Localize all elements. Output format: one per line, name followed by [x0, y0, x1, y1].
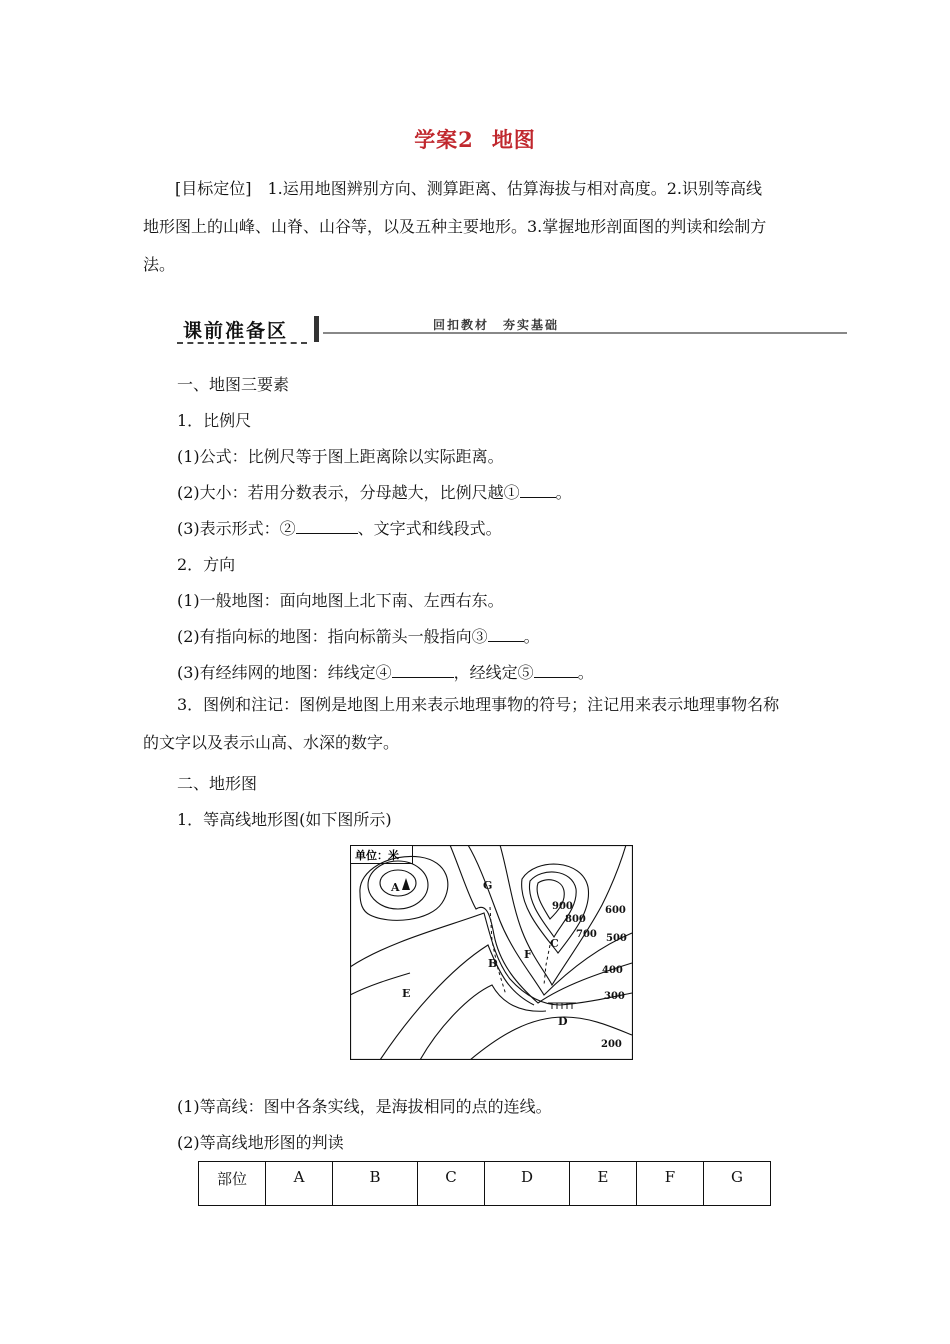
blank-2[interactable] [296, 518, 358, 534]
direction-grid [177, 660, 594, 683]
label-f: F [524, 948, 532, 961]
scale-heading: 1．比例尺 [177, 411, 252, 430]
table-row [199, 1162, 771, 1206]
blank-4[interactable] [392, 662, 454, 678]
scale-size-text: (2)大小：若用分数表示，分母越大，比例尺越① [177, 483, 520, 502]
scale-formula: (1)公式：比例尺等于图上距离除以实际距离。 [177, 447, 504, 466]
banner-rule [323, 332, 847, 334]
objectives-line-3: 法。 [143, 255, 176, 274]
title-sub: 地图 [491, 127, 536, 152]
table-cell-f: F [637, 1162, 704, 1206]
direction-arrow-end: 。 [523, 627, 540, 646]
legend-line-1: 3．图例和注记：图例是地图上用来表示地理事物的符号；注记用来表示地理事物名称 [177, 695, 780, 714]
elev-800: 800 [565, 914, 586, 925]
section-banner [175, 314, 847, 344]
elev-600: 600 [605, 905, 626, 916]
elev-400: 400 [602, 965, 623, 976]
blank-3[interactable] [488, 626, 524, 642]
reading-table [198, 1161, 771, 1206]
blank-1[interactable] [520, 482, 556, 498]
legend-line-2: 的文字以及表示山高、水深的数字。 [143, 733, 400, 752]
section1-heading: 一、地图三要素 [177, 375, 290, 394]
direction-grid-end: 。 [577, 663, 594, 682]
direction-arrow [177, 624, 540, 647]
label-c: C [550, 937, 559, 950]
scale-forms-end: 、文字式和线段式。 [357, 519, 502, 538]
objectives-line-2: 地形图上的山峰、山脊、山谷等，以及五种主要地形。3.掌握地形剖面图的判读和绘制方 [143, 217, 767, 236]
table-cell-d: D [485, 1162, 570, 1206]
elev-900: 900 [552, 901, 573, 912]
label-g: G [483, 879, 493, 892]
objectives-paragraph [143, 170, 823, 284]
banner-slogan: 回扣教材 夯实基础 [433, 318, 560, 332]
contour-heading: 1．等高线地形图(如下图所示) [177, 810, 392, 829]
table-cell-b: B [333, 1162, 418, 1206]
direction-grid-mid: ，经线定⑤ [453, 663, 534, 682]
direction-heading: 2．方向 [177, 555, 236, 574]
table-cell-c: C [418, 1162, 485, 1206]
blank-5[interactable] [534, 662, 578, 678]
elev-500: 500 [606, 933, 627, 944]
title-main: 学案2 [414, 127, 474, 152]
table-cell-a: A [266, 1162, 333, 1206]
label-a: A [391, 881, 400, 894]
direction-arrow-text: (2)有指向标的地图：指向标箭头一般指向③ [177, 627, 488, 646]
section2-heading: 二、地形图 [177, 774, 258, 793]
contour-map [350, 845, 633, 1060]
scale-size-end: 。 [555, 483, 572, 502]
table-cell-label: 部位 [199, 1162, 266, 1206]
banner-label-box [175, 314, 313, 342]
scale-size [177, 480, 572, 503]
banner-dashed-underline [177, 342, 307, 344]
contour-definition: (1)等高线：图中各条实线，是海拔相同的点的连线。 [177, 1097, 552, 1116]
direction-general: (1)一般地图：面向地图上北下南、左西右东。 [177, 591, 504, 610]
table-cell-e: E [570, 1162, 637, 1206]
banner-bar [314, 316, 319, 342]
label-e: E [402, 987, 411, 1000]
banner-label: 课前准备区 [183, 320, 289, 342]
objectives-line-1: [目标定位] 1.运用地图辨别方向、测算距离、估算海拔与相对高度。2.识别等高线 [175, 179, 763, 198]
scale-forms-text: (3)表示形式：② [177, 519, 296, 538]
label-d: D [558, 1015, 568, 1028]
table-cell-g: G [704, 1162, 771, 1206]
unit-label: 单位：米 [355, 849, 399, 862]
elev-200: 200 [601, 1039, 622, 1050]
label-b: B [488, 957, 498, 970]
contour-reading: (2)等高线地形图的判读 [177, 1133, 344, 1152]
direction-grid-text: (3)有经纬网的地图：纬线定④ [177, 663, 392, 682]
elev-700: 700 [576, 929, 597, 940]
elev-300: 300 [604, 991, 625, 1002]
page-title [0, 124, 950, 154]
scale-forms [177, 516, 502, 539]
legend-paragraph [143, 686, 823, 762]
